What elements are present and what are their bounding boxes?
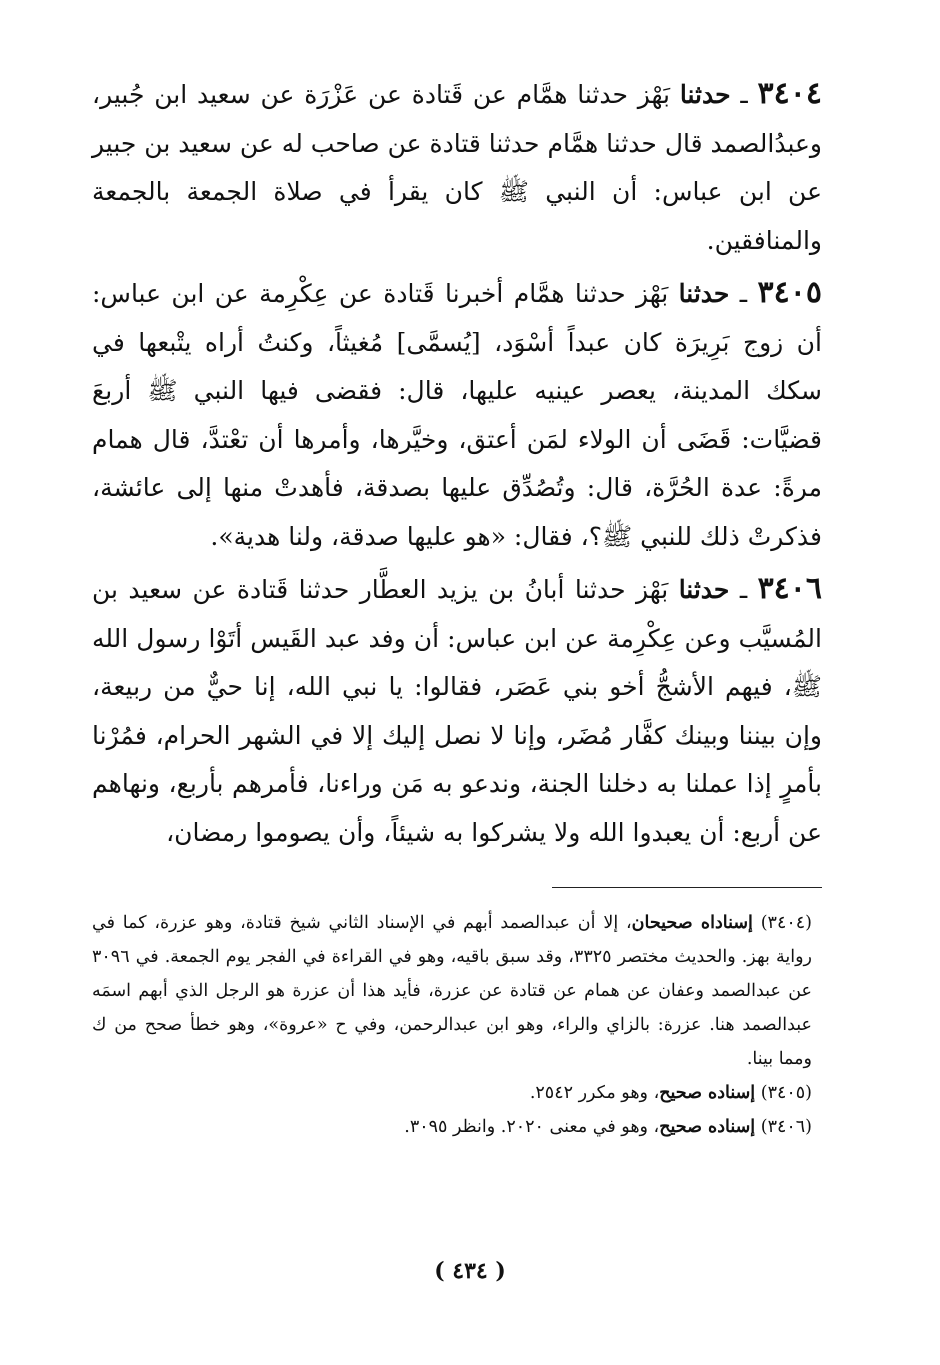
- footnote-ref: (٣٤٠٦): [760, 1117, 812, 1137]
- hadith-keyword: حدثنا: [679, 80, 731, 109]
- footnote-3405: [92, 1076, 822, 1110]
- footnote-ref: (٣٤٠٤): [760, 913, 812, 933]
- hadith-text: بَهْز حدثنا همَّام عن قَتادة عن عَزْرَة عن سعيد ابن جُبير، وعبدُالصمد قال حدثنا همَّام حدثنا قتادة عن صاحب له عن سعيد بن جبير عن ابن عباس: أن النبي ﷺ كان يقرأ في صلاة الجمعة بالجمعة والمنافقين.: [92, 80, 822, 255]
- footnote-text: ، وهو مكرر ٢٥٤٢.: [529, 1083, 660, 1103]
- page-number: ( ٤٣٤ ): [434, 1258, 506, 1284]
- footnote-text: ، وهو في معنى ٢٠٢٠. وانظر ٣٠٩٥.: [404, 1117, 660, 1137]
- footnote-divider: [552, 887, 822, 888]
- footnote-keyword: إسناداه صحيحان: [631, 913, 753, 933]
- hadith-dash: ـ: [740, 80, 748, 109]
- footnote-keyword: إسناده صحيح: [659, 1117, 756, 1137]
- footnote-ref: (٣٤٠٥): [760, 1083, 812, 1103]
- hadith-text: بَهْز حدثنا همَّام أخبرنا قَتادة عن عِكْرِمة عن ابن عباس: أن زوج بَرِيرَة كان عبداً أسْوَد، [يُسمَّى] مُغيثاً، وكنتُ أراه يتْبعها في سكك المدينة، يعصر عينيه عليها، قال: فقضى فيها النبي ﷺ أربعَ قضيَّات: قَضَى أن الولاء لمَن أعتق، وخيَّرها، وأمرها أن تعْتدَّ، قال همام مرةً: عدة الحُرَّة، قال: وتُصُدِّق عليها بصدقة، فأهدتْ منها إلى عائشة، فذكرتْ ذلك للنبي ﷺ؟، فقال: «هو عليها صدقة، ولنا هدية».: [92, 279, 822, 551]
- hadith-dash: ـ: [739, 575, 748, 604]
- hadith-keyword: حدثنا: [678, 279, 730, 308]
- hadith-3405: [92, 269, 822, 561]
- footnote-3406: [92, 1110, 822, 1144]
- hadith-dash: ـ: [739, 279, 748, 308]
- hadith-number: ٣٤٠٦: [757, 571, 823, 606]
- hadith-keyword: حدثنا: [678, 575, 730, 604]
- hadith-number: ٣٤٠٥: [757, 275, 822, 310]
- footnote-3404: [92, 906, 822, 1076]
- hadith-3404: [92, 70, 822, 265]
- hadith-text: بَهْز حدثنا أبانُ بن يزيد العطَّار حدثنا قَتادة عن سعيد بن المُسيَّب وعن عِكْرِمة عن ابن عباس: أن وفد عبد القَيس أتَوْا رسول الله ﷺ، فيهم الأشجُّ أخو بني عَصَر، فقالوا: يا نبي الله، إنا حيٌّ من ربيعة، وإن بيننا وبينك كفَّار مُضَر، وإنا لا نصل إليك إلا في الشهر الحرام، فمُرْنا بأمرٍ إذا عملنا به دخلنا الجنة، وندعو به مَن وراءنا، فأمرهم بأربع، ونهاهم عن أربع: أن يعبدوا الله ولا يشركوا به شيئاً، وأن يصوموا رمضان،: [92, 575, 822, 847]
- footnote-keyword: إسناده صحيح: [659, 1083, 756, 1103]
- hadith-3406: [92, 565, 822, 857]
- footnote-text: ، إلا أن عبدالصمد أبهم في الإسناد الثاني شيخ قتادة، وهو عزرة، كما في رواية بهز. والحديث مختصر ٣٣٢٥، وقد سبق باقيه، وهو في القراءة في الفجر يوم الجمعة. في ٣٠٩٦ عن عبدالصمد وعفان عن همام عن قتادة عن عزرة، فأيد هذا أن عزرة هو الرجل الذي أبهم اسمَه عبدالصمد هنا. عزرة: بالزاي والراء، وهو ابن عبدالرحمن، وفي ح «عروة»، وهو خطأ صحح من ك ومما بينا.: [92, 913, 812, 1069]
- hadith-number: ٣٤٠٤: [757, 76, 822, 111]
